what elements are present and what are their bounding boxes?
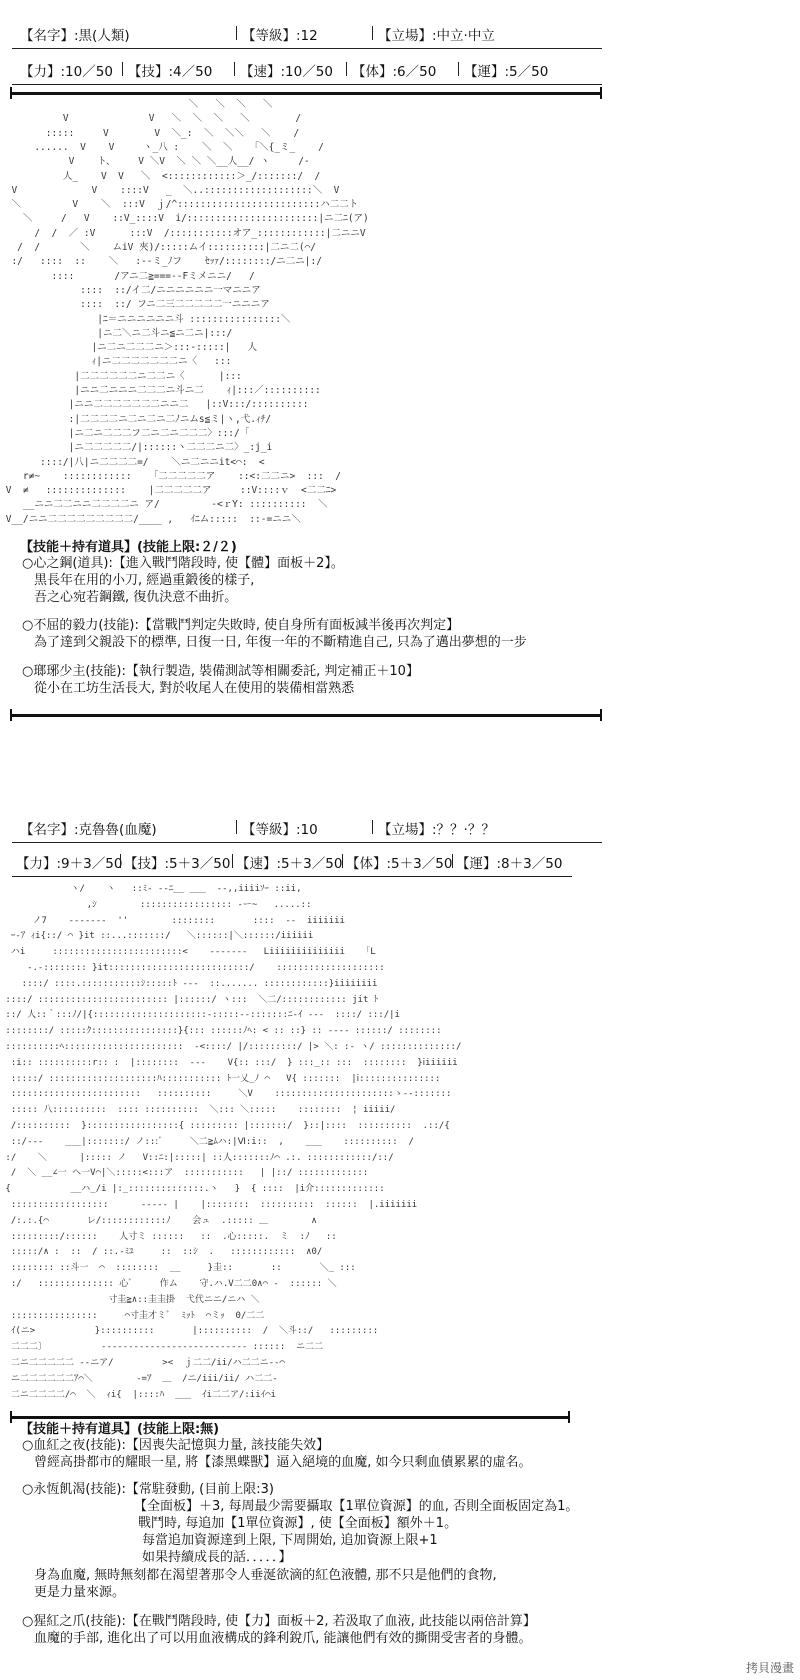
ascii-art-line: |ニ二ニ二二二ニ＞:::-:::::| 人: [0, 342, 258, 354]
card2-stat-luck: 【運】:8＋3／50: [456, 856, 563, 872]
card2-skill-3-desc: 血魔的手部, 進化出了可以用血液構成的鋒利銳爪, 能讓他們有效的撕開受害者的身體。: [34, 1631, 532, 1646]
ascii-art-line: V__/ニニ二二二二二二二二二/____ , ｲﾆム::::: ::-=ニニ＼: [0, 513, 301, 525]
card1-skill-2-desc: 為了達到父親設下的標準, 日復一日, 年復一年的不斷精進自己, 只為了邁出夢想的一步: [34, 635, 527, 650]
card1-stat-body: 【体】:6／50: [352, 64, 437, 80]
card1-stat-speed: 【速】:10／50: [240, 64, 333, 80]
ascii-art-line: |ﾆ＝ニニニニニニ斗 ::::::::::::::::＼: [0, 313, 291, 325]
ascii-art-line: -.-:::::::: }it::::::::::::::::::::::::::/ ::::::::::::::::::::: [0, 963, 385, 973]
ascii-art-line: :::::::::::::::: ⌒寸圭才ミﾞ ﾐｯﾄ ⌒ミｯ 0/二二: [0, 1310, 265, 1321]
ascii-art-line: ::::/ ::::.:::::::::::ｼ:::::ﾄ --- ::....... ::::::::::::}iiiiiiii: [0, 978, 378, 989]
card1-skill-3-title: ○瑯琊少主(技能):【執行製造, 裝備測試等相關委託, 判定補正＋10】: [22, 664, 419, 679]
card2-skill-3-title: ○猩紅之爪(技能):【在戰鬥階段時, 使【力】面板＋2, 若汲取了血液, 此技能以兩倍計算】: [22, 1614, 536, 1629]
ascii-art-line: |ニニ二二二二二二二ニニ二 |::V:::/::::::::::: [0, 399, 309, 411]
ascii-art-line: { __ハ_/i |:_::::::::::::::.ヽ } { :::: |i介:::::::::::::: [0, 1184, 385, 1195]
ascii-art-line: :::::::::/:::::: 人寸ミ :::::: :: .心:::::. ミ :ﾉ ::: [0, 1231, 348, 1242]
ascii-art-line: ハi ::::::::::::::::::::::::< ------- Liiiiiiiiiiiiii 「L: [0, 947, 376, 958]
card1-stats-row: [12, 52, 602, 85]
card1-info-row: [12, 16, 602, 49]
card2-stat-body: 【体】:5＋3／50: [346, 856, 453, 872]
ascii-art-line: ノ7 ------- '' :::::::: :::: -- iiiiiii: [0, 915, 345, 926]
ascii-art-line: ::::::::/ :::::ｸ::::::::::::::::}{::: ::::::ﾉﾍ: < :: ::} :: ---- ::::::/ ::::::::: [0, 1026, 442, 1037]
ascii-art-line: 二二二〕 --------------------------- :::::: ニ二二: [0, 1342, 324, 1353]
card2-skill-2-desc: 每當追加資源達到上限, 下周開始, 追加資源上限+1: [142, 1533, 438, 1548]
ascii-art-line: / / ／ :V :::V /:::::::::::オア_::::::::::::|二ニニV: [0, 227, 366, 239]
ascii-art-line: |二二二二二二ニ二二ニ〈 |:::: [0, 370, 242, 382]
ascii-art-line: V ≠ :::::::::::::: |二二二二二ア ::V::::ｖ <二二ﾆ>: [0, 485, 337, 497]
card2-skill-2-flavor: 身為血魔, 無時無刻都在渴望著那令人垂涎欲滴的紅色液體, 那不只是他們的食物,: [34, 1568, 497, 1583]
ascii-art-line: :/ ＼ |::::: ノ V::ﾆ:|:::::| ::人:::::::ﾉ⌒ .:. ::::::::::::/::/: [0, 1152, 394, 1163]
card2-stat-strength: 【力】:9＋3／50: [16, 856, 123, 872]
ascii-art-line: :::::::::::::::::::::::: :::::::::: ＼V ::::::::::::::::::::::ゝ--:::::::: [0, 1089, 452, 1100]
ascii-art-line: ＼ V ＼ :::V ｊ/^:::::::::::::::::::::::::ハ二二ト: [0, 199, 359, 211]
ascii-art-line: ヽ/ ヽ ::ﾐ‐ --ﾆ__ ___ --,,iiiiｿｰ ::ii,: [0, 884, 302, 894]
card1-bottom-rule: [10, 714, 602, 717]
ascii-art-line: r≠~ :::::::::::: 「二二二二二ア ::<:二二ニ> ::: /: [0, 470, 341, 482]
ascii-art-line: :::: ::/ フニ二三二二二二二一ニニニア: [0, 299, 270, 311]
ascii-art-line: ::::/ :::::::::::::::::::::::: |::::::/ ヽ::: ＼二/:::::::::::: jit ﾄ: [0, 994, 379, 1005]
card2-skill-1-desc: 曾經高掛都市的耀眼一星, 將【漆黑蝶獸】逼入絕境的血魔, 如今只剩血債累累的虛名。: [34, 1455, 532, 1470]
ascii-art-line: :::::::::::::::::: ----- | |:::::::: :::::::::: :::::: |.iiiiiii: [0, 1200, 418, 1210]
ascii-art-line: 人_ V V ＼ <::::::::::::＞_/:::::::/ /: [0, 170, 321, 182]
card2-name: 【名字】:克魯魯(血魔): [20, 822, 157, 838]
card2-skills-header: 【技能＋持有道具】(技能上限:無): [20, 1422, 220, 1437]
ascii-art-line: ＼ / V ::V_::::V i/:::::::::::::::::::::::|ニ二ﾆ(ア): [0, 213, 369, 225]
ascii-art-line: ::/ 人::｀:::ﾉ/|{:::::::::::::::::::::-:::::--:::::::ﾆ-ｲ --- ::::/ :::/|i: [0, 1010, 400, 1021]
ascii-art-line: ニ二二二二二二ｱ⌒＼ -=ｱ ＿ /ニ/iii/ii/ ハ二二-: [0, 1373, 278, 1384]
ascii-art-line: V V ::::V _ ＼..:::::::::::::::::::＼ V: [0, 184, 340, 196]
ascii-art-line: ｨ|ニ二二二二二二二ニ〈 :::: [0, 356, 232, 368]
card2-skill-2-flavor: 更是力量來源。: [34, 1585, 126, 1600]
ascii-art-line: 二ニ二二二二二 --ニア/ >< ｊ二二/ii/ハ二二ニ--⌒: [0, 1358, 285, 1368]
card1-skill-1-desc: 黒長年在用的小刀, 經過重鍛後的樣子,: [34, 573, 255, 588]
card1-skill-1-desc: 吾之心宛若鋼鐵, 復仇決意不曲折。: [34, 590, 238, 605]
card2-skills: [10, 1422, 610, 1652]
card2-skill-2-desc: 戰鬥時, 每追加【1單位資源】, 使【全面板】額外＋1。: [138, 1516, 458, 1531]
ascii-art-line: |ニニ二ニニニ二二二ニ斗ニ二 ｨ|:::／::::::::::: [0, 385, 321, 396]
ascii-art-line: :|二二二二ニ二ニ二ニ二ﾉニムs≦ミ|ヽ,弋.ｨﾁ/: [0, 413, 272, 425]
ascii-art-line: |ニ二ニ二二二フ二ニ二ニ二二二〉:::/「: [0, 427, 250, 439]
card2-mid-rule: [10, 1416, 570, 1419]
ascii-art-line: |ニ二二二二二/|::::::ヽ二二二ニ二〉_:j_i: [0, 442, 273, 454]
ascii-art-line: ...... V V ヽ_八 : ＼ ＼ 「＼{_ミ_ /: [0, 141, 324, 153]
card1-name: 【名字】:黒(人類): [20, 28, 130, 44]
watermark-text: 拷貝漫畫: [745, 1661, 794, 1675]
ascii-art-line: / ＼ __∠一 へ一V⌒|＼:::::<:::ア ::::::::::: | |::/ :::::::::::::: [0, 1168, 369, 1179]
card1-stance: 【立場】:中立·中立: [378, 28, 495, 44]
ascii-art-line: ｲ(ニ> }:::::::::: |:::::::::: / ＼斗::/ :::::::::: [0, 1326, 379, 1337]
card1-stat-strength: 【力】:10／50: [20, 64, 113, 80]
card1-level: 【等級】:12: [242, 28, 318, 44]
character-card-2: [0, 810, 800, 1660]
card2-skill-2-desc: 如果持續成長的話．．．．．】: [142, 1550, 292, 1565]
ascii-art-line: /:.:.{⌒ レ/::::::::::::ﾉ 会ュ .::::: ＿ ∧: [0, 1215, 317, 1226]
card2-info-row: [12, 810, 602, 843]
card2-ascii-art: [0, 882, 590, 1412]
ascii-art-line: V ト、 V ＼V ＼ ＼ ＼__人__/ ヽ /-: [0, 156, 310, 168]
card2-level: 【等級】:10: [242, 822, 318, 838]
card2-skill-2-desc: 【全面板】＋3, 每周最少需要攝取【1單位資源】的血, 否則全面板固定為1。: [134, 1499, 579, 1514]
card2-stat-speed: 【速】:5＋3／50: [236, 856, 343, 872]
ascii-art-line: /:::::::::: }:::::::::::::::::{ ::::::::: |:::::::/ }::|:::: :::::::::: .::/{: [0, 1121, 450, 1131]
ascii-art-line: :/ :::: :: ＼ :--ミ_ﾉフ ｾｯｧ/::::::::/ニ二ニ|:/: [0, 256, 322, 268]
ascii-art-line: ｰ‐ｱ ｨi{::/ ⌒ }it ::...:::::::/ ＼::::::|＼::::::/iiiiii: [0, 931, 314, 942]
card2-stats-row: [12, 844, 572, 877]
ascii-art-line: ,ｼ ::::::::::::::::: -ー~ .....::: [0, 899, 312, 910]
ascii-art-line: ＼ ＼ ＼ ＼: [0, 99, 273, 110]
card2-stat-technique: 【技】:5＋3／50: [124, 856, 231, 872]
ascii-art-line: __ニニ二二ニニ二二二二ニ ア/ -<ｒY: :::::::::: ＼: [0, 499, 328, 511]
card2-skill-1-title: ○血紅之夜(技能):【因喪失記憶與力量, 該技能失效】: [22, 1438, 330, 1453]
ascii-art-line: ::::::::::ﾍ:::::::::::::::::::::: -<::::/ |/:::::::::/ |> ＼: :- ヽ/ ::::::::::::::/: [0, 1042, 462, 1052]
ascii-art-line: |ニ二＼ニ二斗ニ≦ニ二ニ|:::/: [0, 327, 233, 339]
ascii-art-line: ::::/|八|ニ二二二二=/ ＼ニ二ニニit<⌒: <: [0, 456, 265, 468]
ascii-art-line: ::/--- ___|:::::::/ ノ:::ﾞ ＼二≧ﾑハ:|Ⅵ:i:: , ___ :::::::::: /: [0, 1136, 414, 1147]
card1-skills: [10, 540, 610, 700]
ascii-art-line: :/ :::::::::::::: 心ﾞ 作ム 守.ハ.V二二0∧⌒ - :::::: ＼: [0, 1279, 337, 1289]
ascii-art-line: :i:: ::::::::::r:: : |:::::::: --- V{:: :::/ } :::_:: ::: :::::::: }ⅰiiiiii: [0, 1057, 458, 1068]
card1-ascii-art: [0, 98, 600, 530]
card1-stat-luck: 【運】:5／50: [464, 64, 549, 80]
ascii-art-line: / / ＼ ムiV 夾)/:::::ムイ::::::::::|二ニ二(⌒/: [0, 242, 317, 253]
ascii-art-line: :::: /アニ二≧===--Fミメニニ/ /: [0, 270, 255, 282]
ascii-art-line: ::::: 八:::::::::: :::: :::::::::: ＼::: ＼::::: :::::::: ¦ iiiii/: [0, 1105, 396, 1116]
card1-skill-2-title: ○不屈的毅力(技能):【當戰鬥判定失敗時, 使自身所有面板減半後再次判定】: [22, 618, 460, 633]
ascii-art-line: :::::::: ::斗一 ⌒ :::::::: __ }圭:: :: ＼_ :::: [0, 1263, 356, 1274]
character-card-1: [0, 0, 800, 790]
card1-skill-1-title: ○心之鋼(道具):【進入戰鬥階段時, 使【體】面板＋2】。: [22, 556, 344, 571]
ascii-art-line: :::: ::/イ二/ニニニニニニ一マニニア: [0, 284, 261, 296]
card1-top-rule: [10, 92, 602, 95]
ascii-art-line: 寸圭≧∧::圭圭掛 弋代ニニ/ニハ ＼: [0, 1294, 260, 1305]
ascii-art-line: :::::/∧ : :: / ::.-ﾐﾕ :: ::ｼ . :::::::::::: ∧0/: [0, 1247, 323, 1258]
card1-skills-header: 【技能＋持有道具】(技能上限:２/２): [20, 540, 237, 555]
card2-skill-2-title: ○永恆飢渴(技能):【常駐發動, (目前上限:3): [22, 1482, 274, 1497]
card2-stance: 【立場】:？？·？？: [378, 822, 495, 838]
card1-skill-3-desc: 從小在工坊生活長大, 對於收尾人在使用的裝備相當熟悉: [34, 681, 355, 696]
card1-stat-technique: 【技】:4／50: [128, 64, 213, 80]
ascii-art-line: V V ＼ ＼ ＼ ＼ /: [0, 113, 302, 125]
ascii-art-line: :::::/ ::::::::::::::::::::ﾊ::::::::::: ﾄ一乂_ﾉ ⌒ V{ ::::::: |ⅰ:::::::::::::::: [0, 1073, 441, 1084]
ascii-art-line: ::::: V V ＼_: ＼ ＼＼ ＼ /: [0, 127, 300, 139]
ascii-art-line: 二ニ二二二二/⌒ ＼ ｨi{ |::::ﾊ ___ ｲi二二ア/:iiｲ⌒i: [0, 1389, 276, 1400]
